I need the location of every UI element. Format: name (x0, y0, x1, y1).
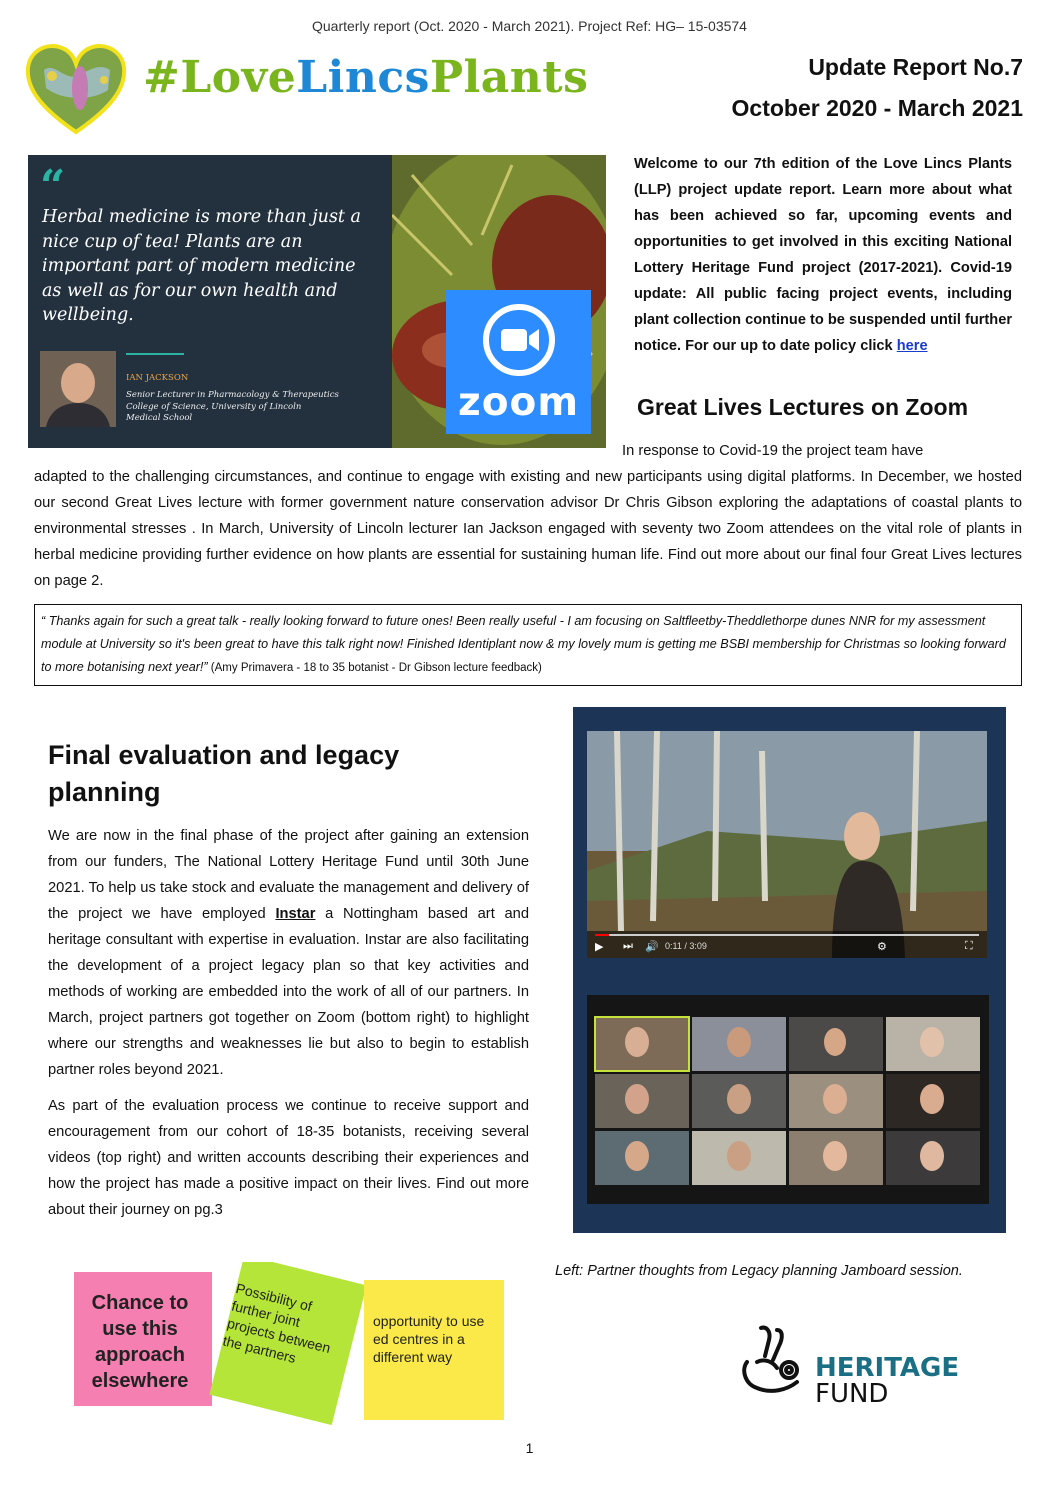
quote-mark-icon: “ (40, 161, 66, 212)
zoom-logo: zoom (446, 290, 591, 434)
crossed-fingers-icon (737, 1322, 811, 1402)
zoom-meeting-grid (587, 995, 989, 1204)
video-time: 0:11 / 3:09 (665, 941, 707, 951)
feedback-attribution: (Amy Primavera - 18 to 35 botanist - Dr Gibson lecture feedback) (207, 662, 542, 674)
speaker-photo (40, 351, 116, 427)
jamboard-caption: Left: Partner thoughts from Legacy planning Jamboard session. (555, 1263, 963, 1279)
great-lives-heading: Great Lives Lectures on Zoom (637, 394, 969, 420)
volume-icon[interactable]: 🔊 (645, 941, 659, 953)
logo-wordmark: #LoveLincsPlants (143, 52, 589, 103)
policy-link[interactable]: here (896, 338, 928, 354)
play-icon[interactable]: ▶ (595, 941, 604, 953)
final-evaluation-heading: Final evaluation and legacy planning (48, 740, 400, 807)
speaker-name: IAN JACKSON (126, 373, 189, 383)
settings-icon[interactable]: ⚙ (877, 941, 887, 953)
video-frame (587, 731, 987, 958)
lecture-banner (28, 155, 606, 448)
sticky-note-3: opportunity to use ed centres in a different way (373, 1313, 485, 1365)
video-camera-icon (481, 302, 557, 378)
botanist-video[interactable] (587, 731, 987, 958)
banner-quote: Herbal medicine is more than just a nice cup of tea! Plants are an important part of modern medicine as well as for our own health and wellbeing. (42, 207, 361, 325)
sticky-note-2: Possibility of further joint projects between the partners (221, 1280, 333, 1367)
great-lives-body: In response to Covid-19 the project team have adapted to the challenging circumstances, and continue to engage with existing and new participants using digital platforms. In December, we hosted our second Great Lives lecture with former government nature conservation advisor Dr Chris Gibson exploring the adaptations of coastal plants to environmental stresses . In March, University of Lincoln lecturer Ian Jackson engaged with seventy two Zoom attendees on the vital role of plants in herbal medicine providing further evidence on how plants are essential for sustaining human life. Find out more about our final four Great Lives lectures on page 2. (34, 443, 1022, 589)
speaker-role: Senior Lecturer in Pharmacology & Therapeutics College of Science, University of Lincoln Medical School (126, 390, 339, 423)
instar-link[interactable]: Instar (275, 906, 316, 922)
report-title: Update Report No.7 (808, 54, 1023, 80)
page-number: 1 (525, 1440, 534, 1456)
feedback-quote: “ Thanks again for such a great talk - really looking forward to future ones! Been really useful - I am focusing on Saltfleetby-Theddlethorpe dunes NNR for my assessment module at University so it's been great to have this talk right now! Finished Identiplant now & my lovely mum is getting me BSBI membership for Christmas so looking forward to more botanising next year!” (41, 614, 1006, 674)
feedback-quote-box (34, 604, 1022, 686)
sticky-note-1: Chance to use this approach elsewhere (91, 1292, 189, 1392)
fullscreen-icon[interactable]: ⛶ (965, 940, 973, 952)
divider (126, 353, 184, 355)
report-period: October 2020 - March 2021 (731, 95, 1023, 121)
welcome-text: Welcome to our 7th edition of the Love Lincs Plants (LLP) project update report. Learn more about what has been achieved so far, upcoming events and opportunities to get involved in this exciting National Lottery Heritage Fund project (2017-2021). Covid-19 update: All public facing project events, including plant collection continue to be suspended until further notice. For our up to date policy click here (634, 156, 1012, 354)
heart-logo-icon (24, 40, 128, 136)
header-ref-line: Quarterly report (Oct. 2020 - March 2021). Project Ref: HG– 15-03574 (312, 18, 747, 34)
skip-next-icon[interactable]: ⏭ (623, 940, 633, 952)
heritage-fund-logo: HERITAGE FUND (815, 1353, 960, 1409)
final-evaluation-body: We are now in the final phase of the project after gaining an extension from our funders, The National Lottery Heritage Fund until 30th June 2021. To help us take stock and evaluate the management and delivery of the project we have employed Instar a Nottingham based art and heritage consultant with expertise in evaluation. Instar are also facilitating the development of a project legacy plan so that key activities and methods of working are embedded into the work of all of our partners. In March, project partners got together on Zoom (bottom right) to highlight where our strengths and weaknesses lie but also to begin to establish partner roles beyond 2021. As part of the evaluation process we continue to receive support and encouragement from our cohort of 18-35 botanists, receiving several videos (top right) and written accounts describing their experiences and how the project has made a positive impact on their lives. Find out more about their journey on pg.3 (48, 828, 529, 1218)
